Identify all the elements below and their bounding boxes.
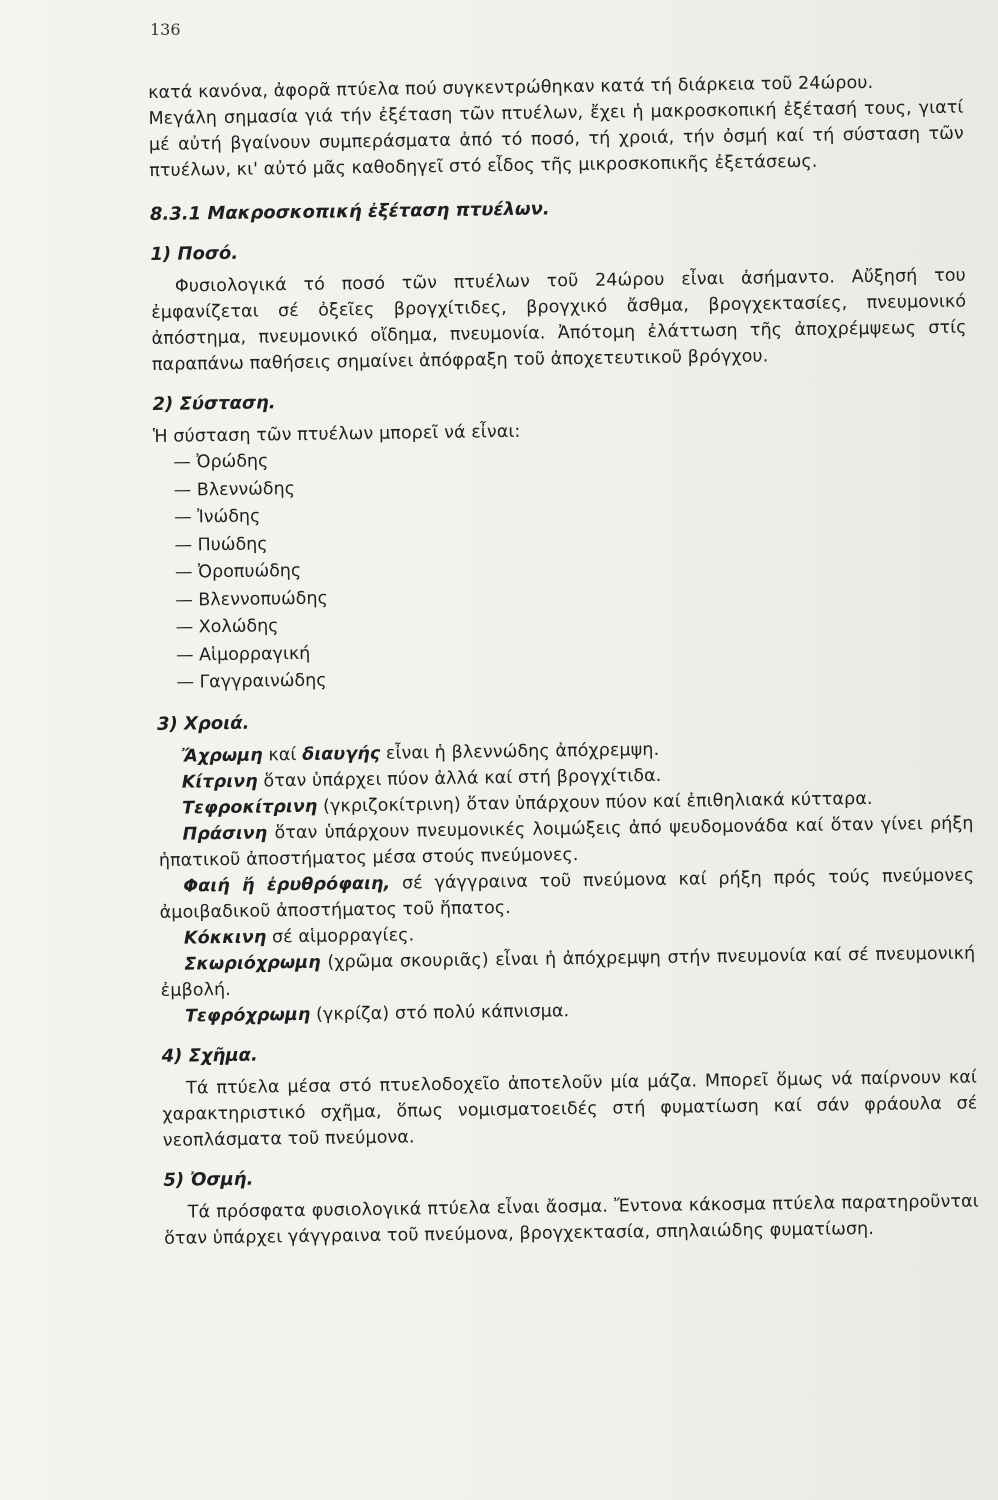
osmi-paragraph: Τά πρόσφατα φυσιολογικά πτύελα εἶναι ἄοσμα. Ἔντονα κάκοσμα πτύελα παρατηροῦνται ὅταν ὑπάρχει γάγγραινα τοῦ πνεύμονα, βρογχεκτασία, σπηλαιώδης φυματίωση. <box>164 1191 979 1249</box>
intro-paragraph: Μεγάλη σημασία γιά τήν ἐξέταση τῶν πτυέλων, ἔχει ἡ μακροσκοπική ἐξέτασή τους, γιατί μέ αὐτή βγαίνουν συμπεράσματα ἀπό τό ποσό, τή χροιά, τήν ὀσμή καί τή σύσταση τῶν πτυέλων, κι' αὐτό μᾶς καθοδηγεῖ στό εἶδος τῆς μικροσκοπικῆς ἐξετάσεως. <box>148 97 964 181</box>
list-item: — Πυώδης <box>174 521 969 560</box>
intro-line: κατά κανόνα, ἀφορᾶ πτύελα πού συγκεντρώθηκαν κατά τή διάρκεια τοῦ 24ώρου. <box>148 72 874 103</box>
page-number: 136 <box>150 20 181 39</box>
list-item: — Γαγγραινώδης <box>176 659 971 698</box>
systasi-list <box>153 439 971 698</box>
chroia-row: Τεφρόχρωμη (γκρίζα) στό πολύ κάπνισμα. <box>184 1000 570 1027</box>
page-content <box>148 69 979 1252</box>
list-item: — Ἰνώδης <box>174 494 969 533</box>
chroia-row: Κίτρινη ὅταν ὑπάρχει πύον ἀλλά καί στή βρογχίτιδα. <box>181 765 662 793</box>
heading-osmi: 5) Ὀσμή. <box>163 1168 254 1191</box>
chroia-row: Κόκκινη σέ αἱμορραγίες. <box>183 924 415 949</box>
list-item: — Ὀρώδης <box>173 439 968 478</box>
schima-paragraph: Τά πτύελα μέσα στό πτυελοδοχεῖο ἀποτελοῦν μία μάζα. Μπορεῖ ὅμως νά παίρνουν καί χαρακτηριστικό σχῆμα, ὅπως νομισματοειδές στή φυματίωση καί σάν φράουλα σέ νεοπλάσματα τοῦ πνεύμονα. <box>162 1067 978 1151</box>
chroia-row: Πράσινη ὅταν ὑπάρχουν πνευμονικές λοιμώξεις ἀπό ψευδομονάδα καί ὅταν γίνει ρήξη ἡπατικοῦ ἀποστήματος μέσα στούς πνεύμονες. <box>158 813 974 871</box>
heading-poso: 1) Ποσό. <box>150 242 239 265</box>
list-item: — Ὀροπυώδης <box>175 549 970 588</box>
poso-paragraph: Φυσιολογικά τό ποσό τῶν πτυέλων τοῦ 24ώρου εἶναι ἀσήμαντο. Αὔξησή του ἐμφανίζεται σέ ὀξεῖες βρογχίτιδες, βρογχικό ἄσθμα, βρογχεκτασίες, πνευμονικό ἀπόστημα, πνευμονικό οἴδημα, πνευμονία. Ἀπότομη ἐλάττωση τῆς ἀποχρέμψεως στίς παραπάνω παθήσεις σημαίνει ἀπόφραξη τοῦ ἀποχετευτικοῦ βρόγχου. <box>151 265 967 375</box>
list-item: — Αἱμορραγική <box>176 631 971 670</box>
chroia-row: Τεφροκίτρινη (γκριζοκίτρινη) ὅταν ὑπάρχουν πύον καί ἐπιθηλιακά κύτταρα. <box>182 788 873 819</box>
chroia-row: Σκωριόχρωμη (χρῶμα σκουριᾶς) εἶναι ἡ ἀπόχρεμψη στήν πνευμονία καί σέ πνευμονική ἐμβολή. <box>160 943 976 1001</box>
list-item: — Βλεννώδης <box>174 466 969 505</box>
chroia-row: Ἄχρωμη καί διαυγής εἶναι ἡ βλεννώδης ἀπόχρεμψη. <box>181 739 660 767</box>
systasi-intro: Ἡ σύσταση τῶν πτυέλων μπορεῖ νά εἶναι: <box>152 421 521 447</box>
heading-chroia: 3) Χροιά. <box>156 712 250 735</box>
heading-schima: 4) Σχῆμα. <box>161 1044 258 1067</box>
list-item: — Χολώδης <box>175 604 970 643</box>
section-title: 8.3.1 Μακροσκοπική ἐξέταση πτυέλων. <box>149 198 550 225</box>
chroia-row: Φαιή ἤ ἐρυθρόφαιη, σέ γάγγραινα τοῦ πνεύμονα καί ρήξη πρός τούς πνεύμονες ἀμοιβαδικοῦ ἀποστήματος τοῦ ἥπατος. <box>159 865 975 923</box>
list-item: — Βλεννοπυώδης <box>175 576 970 615</box>
heading-systasi: 2) Σύσταση. <box>152 392 276 415</box>
